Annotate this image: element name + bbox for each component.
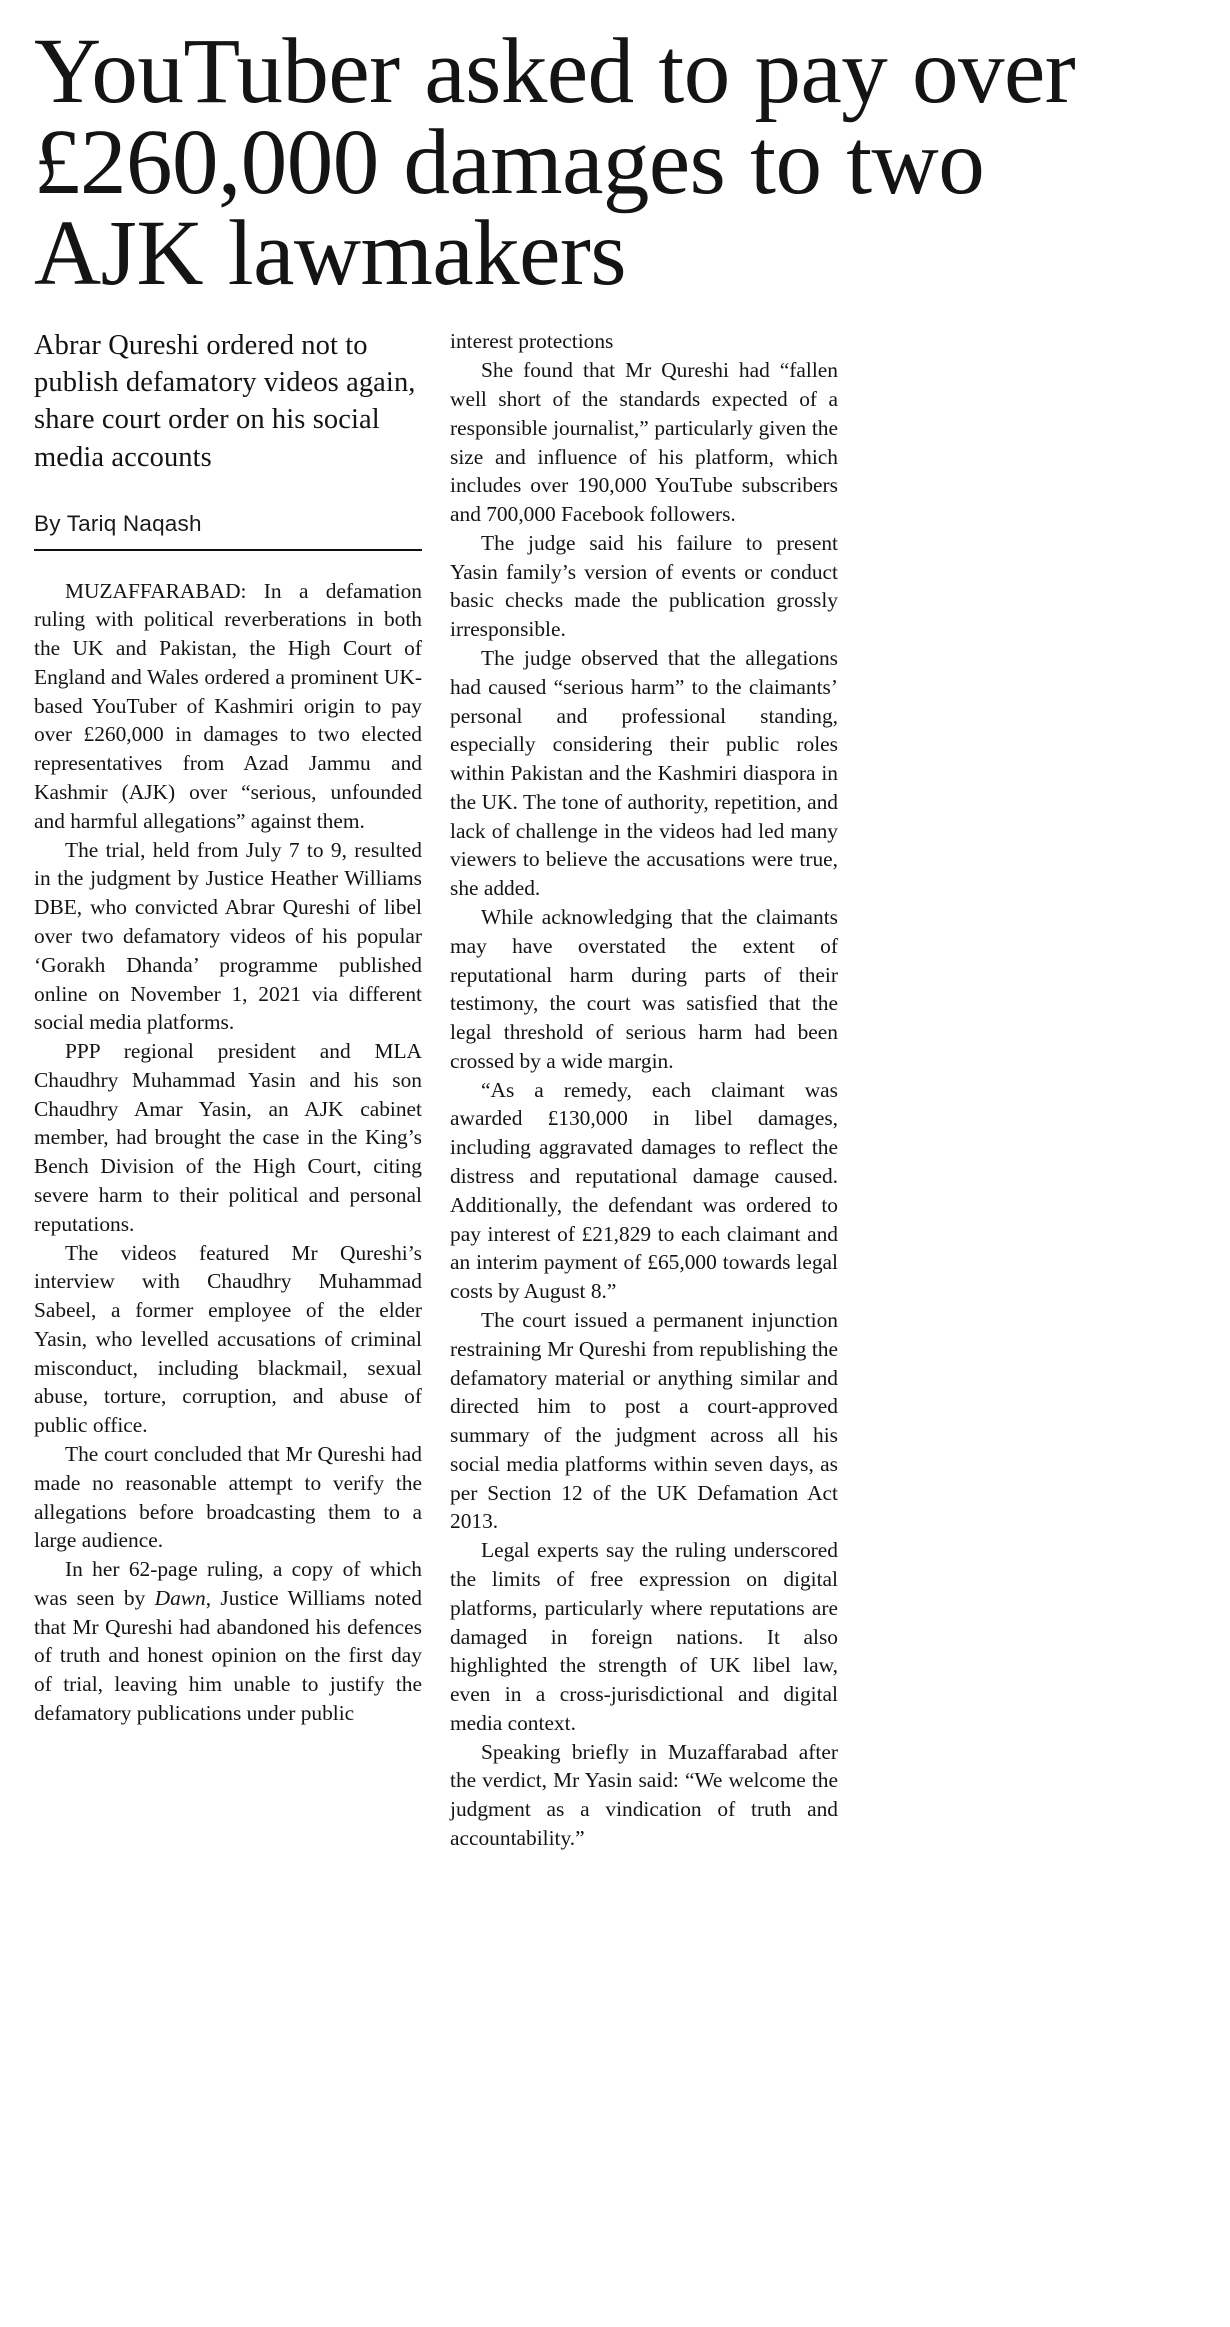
body-paragraph: In her 62-page ruling, a copy of which was seen by Dawn, Justice Williams noted that Mr Qureshi had abandoned his defences of truth and honest opinion on the first day of trial, leaving him unable to justify the defamatory publications under public (34, 1557, 422, 1726)
body-paragraph: interest protections (450, 329, 614, 354)
body-paragraph: The judge said his failure to present Yasin family’s version of events or conduct basic checks made the publication grossly irresponsible. (450, 530, 838, 642)
italic-publication-name: Dawn (154, 1585, 206, 1610)
article-deck: Abrar Qureshi ordered not to publish defamatory videos again, share court order on his social media accounts (34, 330, 416, 473)
body-paragraph: Speaking briefly in Muzaffarabad after the verdict, Mr Yasin said: “We welcome the judgment as a vindication of truth and accountability.” (450, 1739, 838, 1850)
byline-divider (34, 549, 422, 551)
body-paragraph: “As a remedy, each claimant was awarded £130,000 in libel damages, including aggravated damages to reflect the distress and reputational damage caused. Additionally, the defendant was ordered to pay interest of £21,829 to each claimant and an interim payment of £65,000 towards legal costs by August 8.” (450, 1077, 838, 1304)
left-column (34, 327, 422, 2257)
body-paragraph: The court concluded that Mr Qureshi had made no reasonable attempt to verify the allegations before broadcasting them to a large audience. (34, 1442, 422, 1553)
body-paragraph: She found that Mr Qureshi had “fallen well short of the standards expected of a responsible journalist,” particularly given the size and influence of his platform, which includes over 190,000 YouTube subscribers and 700,000 Facebook followers. (450, 358, 838, 527)
left-column-body (34, 577, 422, 1728)
body-paragraph: The court issued a permanent injunction restraining Mr Qureshi from republishing the defamatory material or anything similar and directed him to post a court-approved summary of the judgment across all his social media platforms within seven days, as per Section 12 of the UK Defamation Act 2013. (450, 1307, 838, 1534)
body-paragraph: Legal experts say the ruling underscored the limits of free expression on digital platforms, particularly where reputations are damaged in foreign nations. It also highlighted the strength of UK libel law, even in a cross-jurisdictional and digital media context. (450, 1538, 838, 1735)
body-paragraph: MUZAFFARABAD: In a defamation ruling with political reverberations in both the UK and Pakistan, the High Court of England and Wales ordered a prominent UK-based YouTuber of Kashmiri origin to pay over £260,000 in damages to two elected representatives from Azad Jammu and Kashmir (AJK) over “serious, unfounded and harmful allegations” against them. (34, 578, 422, 833)
right-column (450, 327, 838, 2257)
body-paragraph: The judge observed that the allegations had caused “serious harm” to the claimants’ personal and professional standing, especially considering their public roles within Pakistan and the Kashmiri diaspora in the UK. The tone of authority, repetition, and lack of challenge in the videos had led many viewers to believe the accusations were true, she added. (450, 645, 838, 901)
body-paragraph: The trial, held from July 7 to 9, resulted in the judgment by Justice Heather Williams DBE, who convicted Abrar Qureshi of libel over two defamatory videos of his popular ‘Gorakh Dhanda’ programme published online on November 1, 2021 via different social media platforms. (34, 837, 422, 1035)
body-paragraph: PPP regional president and MLA Chaudhry Muhammad Yasin and his son Chaudhry Amar Yasin, an AJK cabinet member, had brought the case in the King’s Bench Division of the High Court, citing severe harm to their political and personal reputations. (34, 1039, 422, 1236)
page-title: YouTuber asked to pay over £260,000 damages to two AJK lawmakers (34, 20, 1076, 306)
article-byline: By Tariq Naqash (34, 510, 202, 536)
article-columns (34, 327, 1196, 2257)
right-column-body (450, 327, 838, 1852)
body-paragraph: The videos featured Mr Qureshi’s interview with Chaudhry Muhammad Sabeel, a former employee of the elder Yasin, who levelled accusations of criminal misconduct, including blackmail, sexual abuse, torture, corruption, and abuse of public office. (34, 1240, 422, 1438)
body-paragraph: While acknowledging that the claimants may have overstated the extent of reputational harm during parts of their testimony, the court was satisfied that the legal threshold of serious harm had been crossed by a wide margin. (450, 905, 838, 1073)
